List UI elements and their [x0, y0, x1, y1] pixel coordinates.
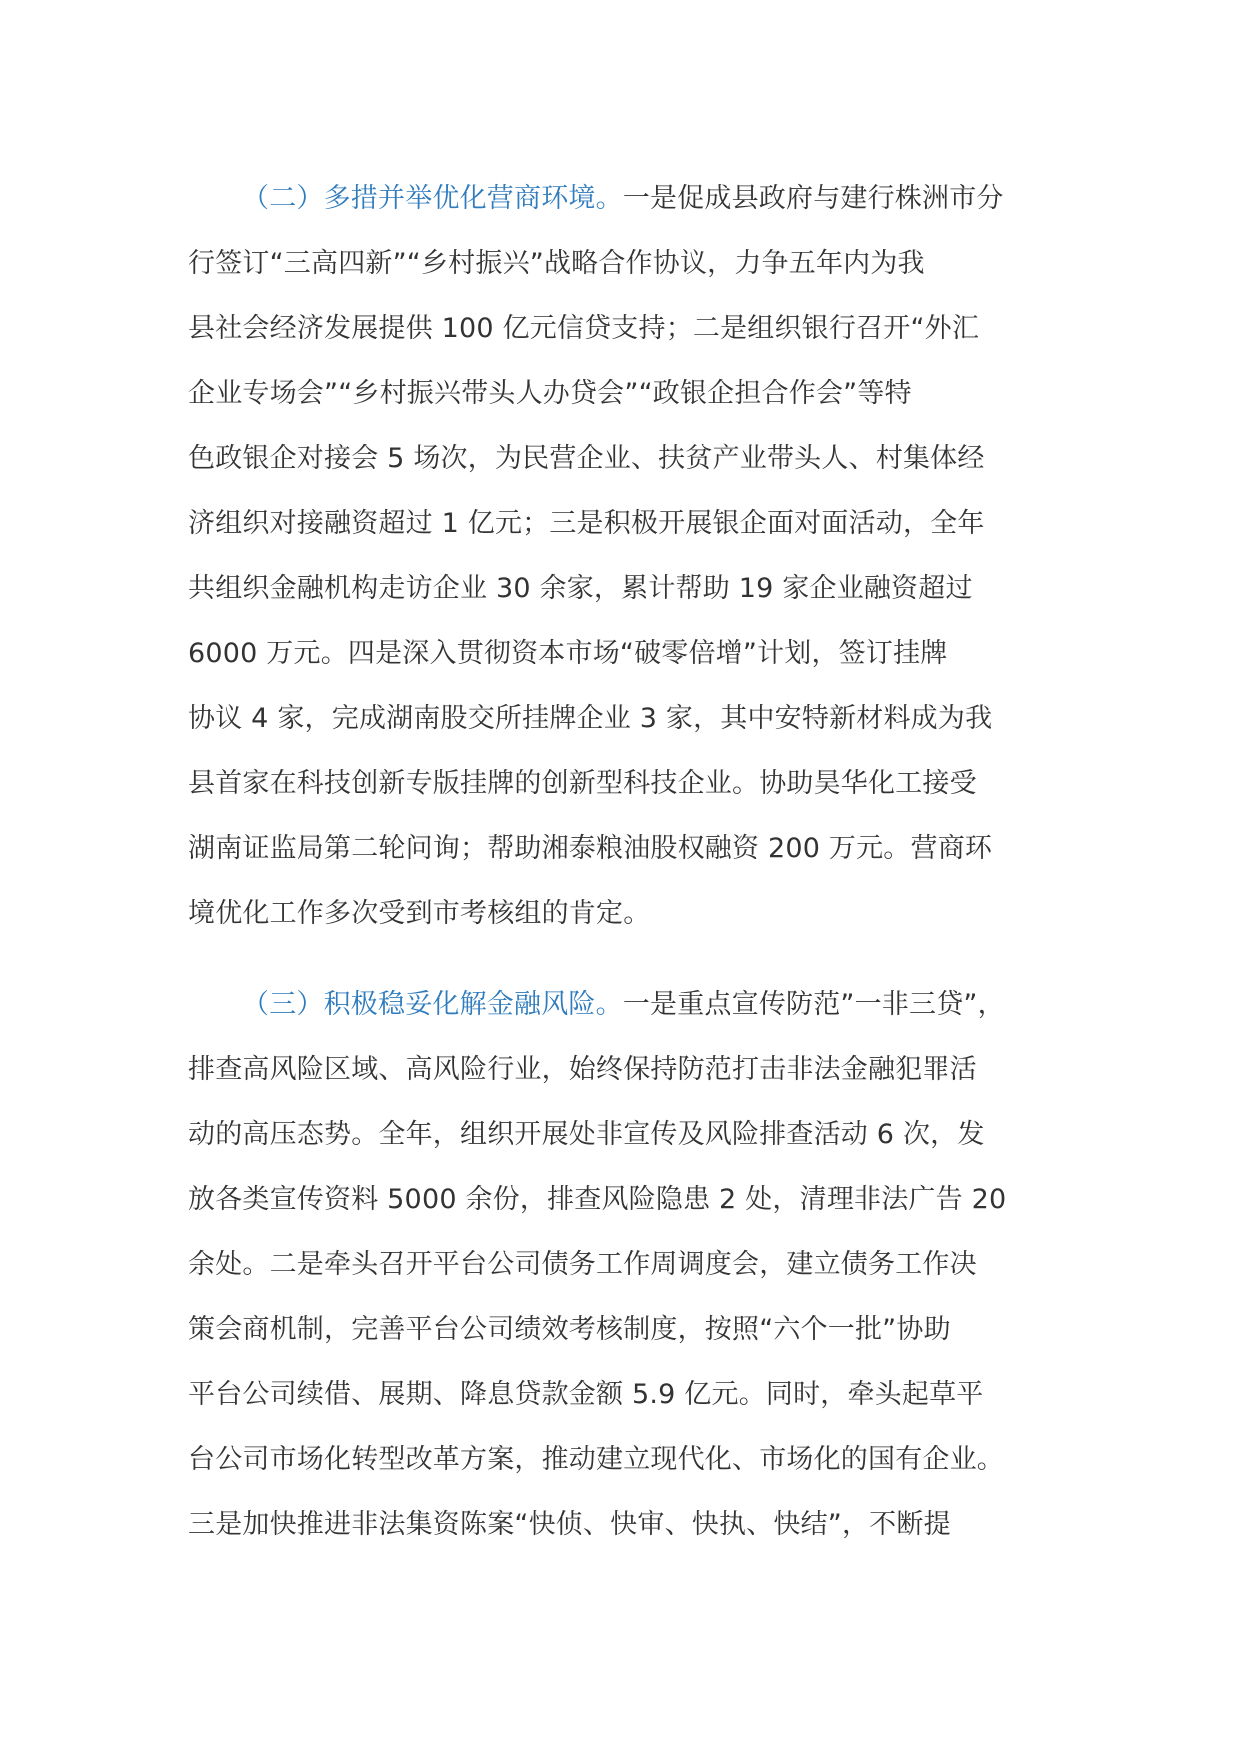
section-two-paragraph: [188, 166, 1068, 946]
section-three-line-6: 平台公司续借、展期、降息贷款金额 5.9 亿元。同时，牵头起草平: [188, 1379, 984, 1410]
section-three-line-5: 策会商机制，完善平台公司绩效考核制度，按照“六个一批”协助: [188, 1314, 951, 1345]
section-two-line-10: 湖南证监局第二轮问询；帮助湘泰粮油股权融资 200 万元。营商环: [188, 833, 993, 864]
section-two-heading: （二）多措并举优化营商环境。: [242, 183, 623, 214]
section-three-line-0: 一是重点宣传防范”一非三贷”，: [622, 989, 1005, 1020]
section-three-line-8: 三是加快推进非法集资陈案“快侦、快审、快执、快结”，不断提: [188, 1509, 951, 1540]
section-two-first-line: [188, 166, 1068, 231]
section-two-line-0: 一是促成县政府与建行株洲市分: [622, 183, 1004, 214]
section-two-line-5: 济组织对接融资超过 1 亿元；三是积极开展银企面对面活动，全年: [188, 508, 985, 539]
section-three-line-3: 放各类宣传资料 5000 余份，排查风险隐患 2 处，清理非法广告 20: [188, 1184, 1007, 1215]
section-two-line-7: 6000 万元。四是深入贯彻资本市场“破零倍增”计划，签订挂牌: [188, 638, 948, 669]
document-page: [188, 166, 1068, 1557]
section-two-line-4: 色政银企对接会 5 场次，为民营企业、扶贫产业带头人、村集体经: [188, 443, 985, 474]
section-three-heading: （三）积极稳妥化解金融风险。: [242, 989, 623, 1020]
section-two-line-2: 县社会经济发展提供 100 亿元信贷支持；二是组织银行召开“外汇: [188, 313, 980, 344]
section-three-line-2: 动的高压态势。全年，组织开展处非宣传及风险排查活动 6 次，发: [188, 1119, 985, 1150]
paragraph-spacer: [188, 946, 1068, 972]
section-two-line-6: 共组织金融机构走访企业 30 余家，累计帮助 19 家企业融资超过: [188, 573, 973, 604]
section-two-line-1: 行签订“三高四新”“乡村振兴”战略合作协议，力争五年内为我: [188, 248, 925, 279]
section-two-line-11: 境优化工作多次受到市考核组的肯定。: [188, 898, 651, 929]
section-two-line-8: 协议 4 家，完成湖南股交所挂牌企业 3 家，其中安特新材料成为我: [188, 703, 993, 734]
section-two-line-9: 县首家在科技创新专版挂牌的创新型科技企业。协助昊华化工接受: [188, 768, 977, 799]
section-three-line-1: 排查高风险区域、高风险行业，始终保持防范打击非法金融犯罪活: [188, 1054, 977, 1085]
section-three-line-7: 台公司市场化转型改革方案，推动建立现代化、市场化的国有企业。: [188, 1444, 1004, 1475]
section-three-first-line: [188, 972, 1068, 1037]
section-two-line-3: 企业专场会”“乡村振兴带头人办贷会”“政银企担合作会”等特: [188, 378, 912, 409]
section-three-paragraph: [188, 972, 1068, 1557]
section-three-line-4: 余处。二是牵头召开平台公司债务工作周调度会，建立债务工作决: [188, 1249, 977, 1280]
